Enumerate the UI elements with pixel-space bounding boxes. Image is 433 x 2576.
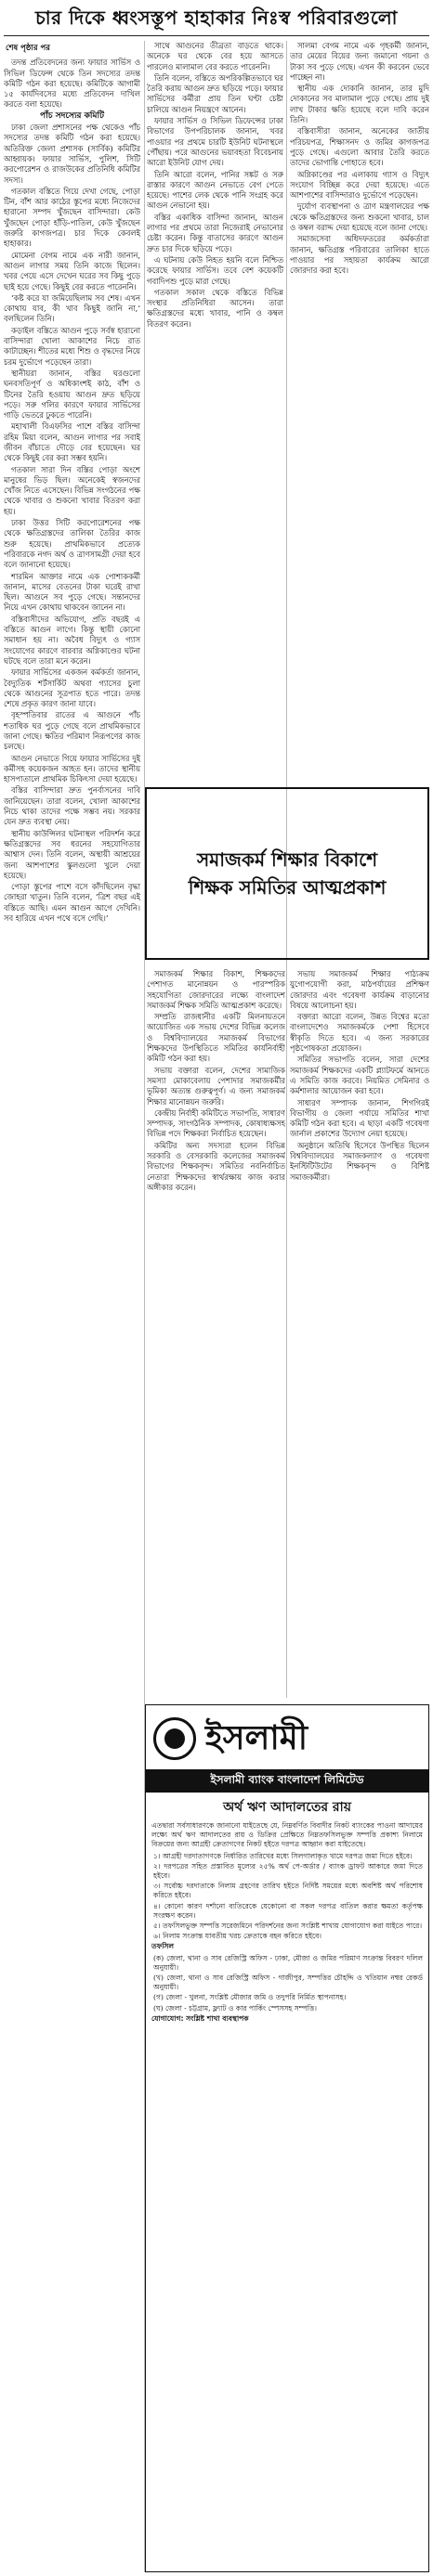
sidebar-article-column-1 — [147, 969, 285, 1699]
paragraph: বস্তিবাসীরা জানান, অনেকের জাতীয় পরিচয়পত্র, শিক্ষাসনদ ও জমির কাগজপত্র পুড়ে গেছে। এগুলো আবার তৈরি করতে তাদের ভোগান্তি পোহাতে হবে। — [290, 126, 429, 168]
paragraph: দুর্যোগ ব্যবস্থাপনা ও ত্রাণ মন্ত্রণালয়ের পক্ষ থেকে ক্ষতিগ্রস্তদের জন্য শুকনো খাবার, চাল ও কম্বল বরাদ্দ দেয়া হয়েছে বলে জানা গেছে। — [290, 201, 429, 233]
paragraph: সমাজসেবা অধিদফতরের কর্মকর্তারা জানান, ক্ষতিগ্রস্ত পরিবারের তালিকা হাতে পাওয়ার পর সহায়তা কার্যক্রম আরো জোরদার করা হবে। — [290, 234, 429, 276]
paragraph: গতকাল সারা দিন বস্তির পোড়া অংশে মানুষের ভিড় ছিল। অনেকেই স্বজনদের খোঁজ নিতে এসেছেন। বিভিন্ন সংগঠনের পক্ষ থেকে খাবার ও শুকনো খাবার বিতরণ করা হয়। — [4, 464, 140, 516]
ad-header — [146, 1705, 428, 1770]
ad-body — [146, 1821, 428, 2024]
paragraph: এ ঘটনায় কেউ নিহত হয়নি বলে নিশ্চিত করেছে ফায়ার সার্ভিস। তবে বেশ কয়েকটি গবাদিপশু পুড়ে মারা গেছে। — [147, 254, 283, 286]
paragraph: সভায় বক্তারা বলেন, দেশের সামাজিক সমস্যা মোকাবেলায় পেশাদার সমাজকর্মীর ভূমিকা অত্যন্ত গুরুত্বপূর্ণ। এ জন্য সমাজকর্ম শিক্ষার মানোন্নয়ন জরুরি। — [147, 1065, 285, 1107]
paragraph: কমিটির অন্য সদস্যরা হলেন বিভিন্ন সরকারি ও বেসরকারি কলেজের সমাজকর্ম বিভাগের শিক্ষকবৃন্দ। সমিতির নবনির্বাচিত নেতারা শিক্ষকদের স্বার্থরক্ষায় কাজ করার অঙ্গীকার করেন। — [147, 1140, 285, 1192]
list-item: (ঘ) জেলা - চট্টগ্রাম, ফ্ল্যাট ও কার পার্কিং স্পেসসহ সম্পত্তি। — [153, 2003, 317, 2013]
paragraph: সালমা বেগম নামে এক গৃহকর্মী জানান, তার মেয়ের বিয়ের জন্য জমানো গয়না ও টাকা সব পুড়ে গেছে। এখন কী করবেন ভেবে পাচ্ছেন না। — [290, 41, 429, 82]
paragraph: কড়াইল বস্তিতে আগুন পুড়ে সর্বস্ব হারানো বাসিন্দারা খোলা আকাশের নিচে রাত কাটাচ্ছেন। শীতের মধ্যে শিশু ও বৃদ্ধদের নিয়ে চরম দুর্ভোগে পড়েছেন তারা। — [4, 325, 140, 367]
article-column-2 — [147, 41, 283, 783]
paragraph: বস্তির একাধিক বাসিন্দা জানান, আগুন লাগার পর প্রথমে তারা নিজেরাই নেভানোর চেষ্টা করেন। কিন্তু বাতাসের কারণে আগুন দ্রুত চার দিকে ছড়িয়ে পড়ে। — [147, 212, 283, 253]
ad-schedule — [151, 1954, 423, 2013]
paragraph: সভায় সমাজকর্ম শিক্ষার পাঠ্যক্রম যুগোপযোগী করা, মাঠপর্যায়ের প্রশিক্ষণ জোরদার এবং গবেষণা কার্যক্রম বাড়ানোর বিষয়ে আলোচনা হয়। — [290, 969, 429, 1010]
ad-intro: এতদ্বারা সর্বসাধারণকে জানানো যাইতেছে যে, নিম্নবর্ণিত বিবাদীর নিকট ব্যাংকের পাওনা আদায়ের লক্ষ্যে অর্থ ঋণ আদালতের রায় ও ডিক্রির প্রেক্ষিতে নিম্নতফসিলভুক্ত সম্পত্তি প্রকাশ্য নিলামে বিক্রয়ের জন্য আগ্রহী ক্রেতাগণের নিকট হইতে দরপত্র আহ্বান করা যাইতেছে। — [151, 1821, 423, 1849]
paragraph: গতকাল বস্তিতে গিয়ে দেখা গেছে, পোড়া টিন, বাঁশ আর কাঠের স্তূপের মধ্যে নিজেদের হারানো সম্পদ খুঁজছেন বাসিন্দারা। কেউ খুঁজছেন পোড়া হাঁড়ি-পাতিল, কেউ খুঁজছেন জরুরি কাগজপত্র। চার দিকে কেবলই হাহাকার। — [4, 186, 140, 249]
paragraph: গতকাল সকাল থেকে বস্তিতে বিভিন্ন সংস্থার প্রতিনিধিরা আসেন। তারা ক্ষতিগ্রস্তদের মধ্যে খাবার, পানি ও কম্বল বিতরণ করেন। — [147, 287, 283, 329]
list-item: ৫। তফসিলভুক্ত সম্পত্তি সরেজমিনে পরিদর্শনের জন্য সংশ্লিষ্ট শাখায় যোগাযোগ করা যাইতে পারে। — [153, 1922, 423, 1931]
paragraph: বক্তারা আরো বলেন, উন্নত বিশ্বের মতো বাংলাদেশেও সমাজকর্মকে পেশা হিসেবে স্বীকৃতি দিতে হবে। এ জন্য সরকারের পৃষ্ঠপোষকতা প্রয়োজন। — [290, 1012, 429, 1054]
paragraph: স্থানীয় এক দোকানি জানান, তার মুদি দোকানের সব মালামাল পুড়ে গেছে। প্রায় দুই লাখ টাকার ক্ষতি হয়েছে বলে দাবি করেন তিনি। — [290, 84, 429, 125]
list-item: (গ) জেলা - খুলনা, সংশ্লিষ্ট মৌজার জমি ও তদুপরি নির্মিত স্থাপনাসহ। — [153, 1993, 347, 2002]
paragraph: সাধারণ সম্পাদক জানান, শিগগিরই বিভাগীয় ও জেলা পর্যায়ে সমিতির শাখা কমিটি গঠন করা হবে। এ ছাড়া একটি গবেষণা জার্নাল প্রকাশের উদ্যোগ নেয়া হয়েছে। — [290, 1097, 429, 1139]
ad-footer: যোগাযোগ: সংশ্লিষ্ট শাখা ব্যবস্থাপক — [151, 2013, 249, 2023]
list-item: (ক) জেলা, থানা ও সাব রেজিস্ট্রি অফিস - ঢাকা, মৌজা ও জমির পরিমাণ সংক্রান্ত বিবরণ দলিল অনুযায়ী। — [153, 1953, 423, 1972]
paragraph: ফায়ার সার্ভিস ও সিভিল ডিফেন্সের ঢাকা বিভাগের উপপরিচালক জানান, খবর পাওয়ার পর প্রথমে চারটি ইউনিট ঘটনাস্থলে পৌঁছায়। পরে আগুনের ভয়াবহতা বিবেচনায় আরো ইউনিট যোগ দেয়। — [147, 116, 283, 168]
paragraph: বস্তিবাসীদের অভিযোগ, প্রতি বছরই এ বস্তিতে আগুন লাগে। কিন্তু স্থায়ী কোনো সমাধান হয় না। অবৈধ বিদ্যুৎ ও গ্যাস সংযোগের কারণে বারবার অগ্নিকাণ্ডের ঘটনা ঘটছে বলে তারা মনে করেন। — [4, 614, 140, 666]
paragraph: ফায়ার সার্ভিসের একজন কর্মকর্তা জানান, বৈদ্যুতিক শর্টসার্কিট অথবা গ্যাসের চুলা থেকে আগুনের সূত্রপাত হতে পারে। তদন্ত শেষে প্রকৃত কারণ জানা যাবে। — [4, 667, 140, 709]
sidebar-headline-box — [145, 787, 429, 960]
sidebar-article-column-2 — [290, 969, 429, 1699]
paragraph: সমিতির সভাপতি বলেন, সারা দেশের সমাজকর্ম শিক্ষকদের একটি প্ল্যাটফর্মে আনতে এ সমিতি কাজ করবে। নিয়মিত সেমিনার ও কর্মশালার আয়োজন করা হবে। — [290, 1055, 429, 1096]
paragraph: আগুন নেভাতে গিয়ে ফায়ার সার্ভিসের দুই কর্মীসহ কয়েকজন আহত হন। তাদের স্থানীয় হাসপাতালে প্রাথমিক চিকিৎসা দেয়া হয়েছে। — [4, 753, 140, 784]
subheading: পাঁচ সদস্যের কমিটি — [40, 110, 104, 121]
paragraph: তিনি বলেন, বস্তিতে অপরিকল্পিতভাবে ঘর তৈরি করায় আগুন দ্রুত ছড়িয়ে পড়ে। ফায়ার সার্ভিসের কর্মীরা প্রায় তিন ঘণ্টা চেষ্টা চালিয়ে আগুন নিয়ন্ত্রণে আনেন। — [147, 72, 283, 114]
paragraph: ‘কষ্ট করে যা জমিয়েছিলাম সব শেষ। এখন কোথায় যাব, কী খাব কিছুই জানি না,’ বলছিলেন তিনি। — [4, 292, 140, 324]
paragraph: মোমেনা বেগম নামে এক নারী জানান, আগুন লাগার সময় তিনি কাজে ছিলেন। খবর পেয়ে এসে দেখেন ঘরের সব কিছু পুড়ে ছাই হয়ে গেছে। কিছুই বের করতে পারেননি। — [4, 250, 140, 291]
bank-name: ইসলামী — [205, 1718, 308, 1757]
list-item: ৬। নিলাম সংক্রান্ত যাবতীয় খরচ ক্রেতাকে বহন করিতে হইবে। — [153, 1932, 322, 1941]
bank-advertisement — [145, 1704, 429, 2572]
paragraph: কেন্দ্রীয় নির্বাহী কমিটিতে সভাপতি, সাধারণ সম্পাদক, সাংগঠনিক সম্পাদক, কোষাধ্যক্ষসহ বিভিন্ন পদে শিক্ষকরা নির্বাচিত হয়েছেন। — [147, 1107, 285, 1139]
list-item: ১। আগ্রহী দরদাতাগণকে নির্ধারিত তারিখের মধ্যে সিলগালাকৃত খামে দরপত্র জমা দিতে হইবে। — [153, 1851, 413, 1860]
paragraph: বৃহস্পতিবার রাতের এ আগুনে পাঁচ শতাধিক ঘর পুড়ে গেছে বলে প্রাথমিকভাবে জানা গেছে। ক্ষতির পরিমাণ নিরূপণের কাজ চলছে। — [4, 710, 140, 752]
article-column-3 — [290, 41, 429, 783]
sidebar-headline-line-2: শিক্ষক সমিতির আত্মপ্রকাশ — [188, 876, 387, 899]
paragraph: ঢাকা উত্তর সিটি করপোরেশনের পক্ষ থেকে ক্ষতিগ্রস্তদের তালিকা তৈরির কাজ শুরু হয়েছে। প্রাথমিকভাবে প্রত্যেক পরিবারকে নগদ অর্থ ও ত্রাণসামগ্রী দেয়া হবে বলে জানানো হয়েছে। — [4, 518, 140, 570]
bank-full-name: ইসলামী ব্যাংক বাংলাদেশ লিমিটেড — [146, 1770, 428, 1793]
paragraph: ঢাকা জেলা প্রশাসনের পক্ষ থেকেও পাঁচ সদস্যের তদন্ত কমিটি গঠন করা হয়েছে। অতিরিক্ত জেলা প্রশাসক (সার্বিক) কমিটির আহ্বায়ক। ফায়ার সার্ভিস, পুলিশ, সিটি করপোরেশন ও রাজউকের প্রতিনিধি কমিটির সদস্য। — [4, 123, 140, 185]
paragraph: তিনি আরো বলেন, পানির সঙ্কট ও সরু রাস্তার কারণে আগুন নেভাতে বেগ পেতে হয়েছে। পাশের লেক থেকে পানি সংগ্রহ করে আগুন নেভানো হয়। — [147, 169, 283, 211]
list-item: (খ) জেলা, থানা ও সাব রেজিস্ট্রি অফিস - গাজীপুর, সম্পত্তির চৌহদ্দি ও খতিয়ান নম্বর রেকর্ড অনুযায়ী। — [153, 1974, 423, 1992]
paragraph: অনুষ্ঠানে অতিথি হিসেবে উপস্থিত ছিলেন বিশ্ববিদ্যালয়ের সমাজকল্যাণ ও গবেষণা ইনস্টিটিউটের শিক্ষকবৃন্দ ও বিশিষ্ট সমাজকর্মীরা। — [290, 1140, 429, 1182]
article-column-1 — [4, 41, 145, 2572]
paragraph: স্থানীয় কাউন্সিলর ঘটনাস্থল পরিদর্শন করে ক্ষতিগ্রস্তদের সব ধরনের সহযোগিতার আশ্বাস দেন। তিনি বলেন, অস্থায়ী আশ্রয়ের জন্য আশপাশের স্কুলগুলো খুলে দেয়া হয়েছে। — [4, 828, 140, 880]
paragraph: সমাজকর্ম শিক্ষার বিকাশ, শিক্ষকদের পেশাগত মানোন্নয়ন ও পারস্পরিক সহযোগিতা জোরদারের লক্ষ্যে বাংলাদেশ সমাজকর্ম শিক্ষক সমিতি আত্মপ্রকাশ করেছে। — [147, 969, 285, 1010]
paragraph: তদন্ত প্রতিবেদনের জন্য ফায়ার সার্ভিস ও সিভিল ডিফেন্স থেকে তিন সদস্যের তদন্ত কমিটি গঠন করা হয়েছে। কমিটিকে আগামী ১৫ কার্যদিবসের মধ্যে প্রতিবেদন দাখিল করতে বলা হয়েছে। — [4, 58, 140, 110]
paragraph: পোড়া স্তূপের পাশে বসে কাঁদছিলেন বৃদ্ধা জোহরা খাতুন। তিনি বলেন, ‘ত্রিশ বছর এই বস্তিতে আছি। এমন আগুন আগে দেখিনি। সব হারিয়ে এখন পথে বসে গেছি।’ — [4, 882, 140, 924]
bank-logo-icon — [153, 1717, 196, 1760]
paragraph: সম্প্রতি রাজধানীর একটি মিলনায়তনে আয়োজিত এক সভায় দেশের বিভিন্ন কলেজ ও বিশ্ববিদ্যালয়ের সমাজকর্ম বিভাগের শিক্ষকদের উপস্থিতিতে সমিতির কার্যনির্বাহী কমিটি গঠন করা হয়। — [147, 1012, 285, 1064]
sidebar-headline-line-1: সমাজকর্ম শিক্ষার বিকাশে — [196, 848, 378, 871]
paragraph: সাথে আগুনের তীব্রতা বাড়তে থাকে। অনেকে ঘর থেকে বের হয়ে আসতে পারলেও মালামাল বের করতে পারেননি। — [147, 41, 283, 71]
schedule-title: তফসিল — [151, 1942, 175, 1951]
paragraph: শারমিন আক্তার নামে এক পোশাককর্মী জানান, মাসের বেতনের টাকা ঘরেই রাখা ছিল। আগুনে সব পুড়ে গেছে। সন্তানদের নিয়ে এখন কোথায় থাকবেন জানেন না। — [4, 571, 140, 613]
paragraph: স্থানীয়রা জানান, বস্তির ঘরগুলো ঘনবসতিপূর্ণ ও অধিকাংশই কাঠ, বাঁশ ও টিনের তৈরি হওয়ায় আগুন দ্রুত ছড়িয়ে পড়ে। সরু গলির কারণে ফায়ার সার্ভিসের গাড়ি ভেতরে ঢুকতে পারেনি। — [4, 368, 140, 421]
list-item: ৪। কোনো কারণ দর্শানো ব্যতিরেকে যেকোনো বা সকল দরপত্র বাতিল করার ক্ষমতা কর্তৃপক্ষ সংরক্ষণ করেন। — [153, 1901, 423, 1920]
paragraph: মহাখালী বিএফসির পাশে বস্তির বাসিন্দা রহিম মিয়া বলেন, আগুন লাগার পর সবাই জীবন বাঁচাতে দৌড়ে বের হয়েছেন। ঘর থেকে কিছুই বের করা সম্ভব হয়নি। — [4, 421, 140, 463]
main-headline: চার দিকে ধ্বংসস্তূপ হাহাকার নিঃস্ব পরিবারগুলো — [4, 4, 429, 36]
paragraph: অগ্নিকাণ্ডের পর এলাকায় গ্যাস ও বিদ্যুৎ সংযোগ বিচ্ছিন্ন করে দেয়া হয়েছে। এতে আশপাশের বাসিন্দারাও দুর্ভোগে পড়েছেন। — [290, 169, 429, 201]
ad-conditions — [151, 1852, 423, 1942]
list-item: ২। দরপত্রের সহিত প্রস্তাবিত মূল্যের ২৫% অর্থ পে-অর্ডার / ব্যাংক ড্রাফট আকারে জমা দিতে হইবে। — [153, 1861, 423, 1881]
ad-title: অর্থ ঋণ আদালতের রায় — [223, 1800, 351, 1815]
paragraph: বস্তির বাসিন্দারা দ্রুত পুনর্বাসনের দাবি জানিয়েছেন। তারা বলেন, খোলা আকাশের নিচে থাকা তাদের পক্ষে সম্ভব নয়। সরকার যেন দ্রুত ব্যবস্থা নেয়। — [4, 785, 140, 827]
list-item: ৩। সর্বোচ্চ দরদাতাকে নিলাম গ্রহণের তারিখ হইতে নির্দিষ্ট সময়ের মধ্যে অবশিষ্ট অর্থ পরিশোধ করিতে হইবে। — [153, 1882, 423, 1900]
jump-label: শেষ পৃষ্ঠার পর — [6, 44, 50, 53]
